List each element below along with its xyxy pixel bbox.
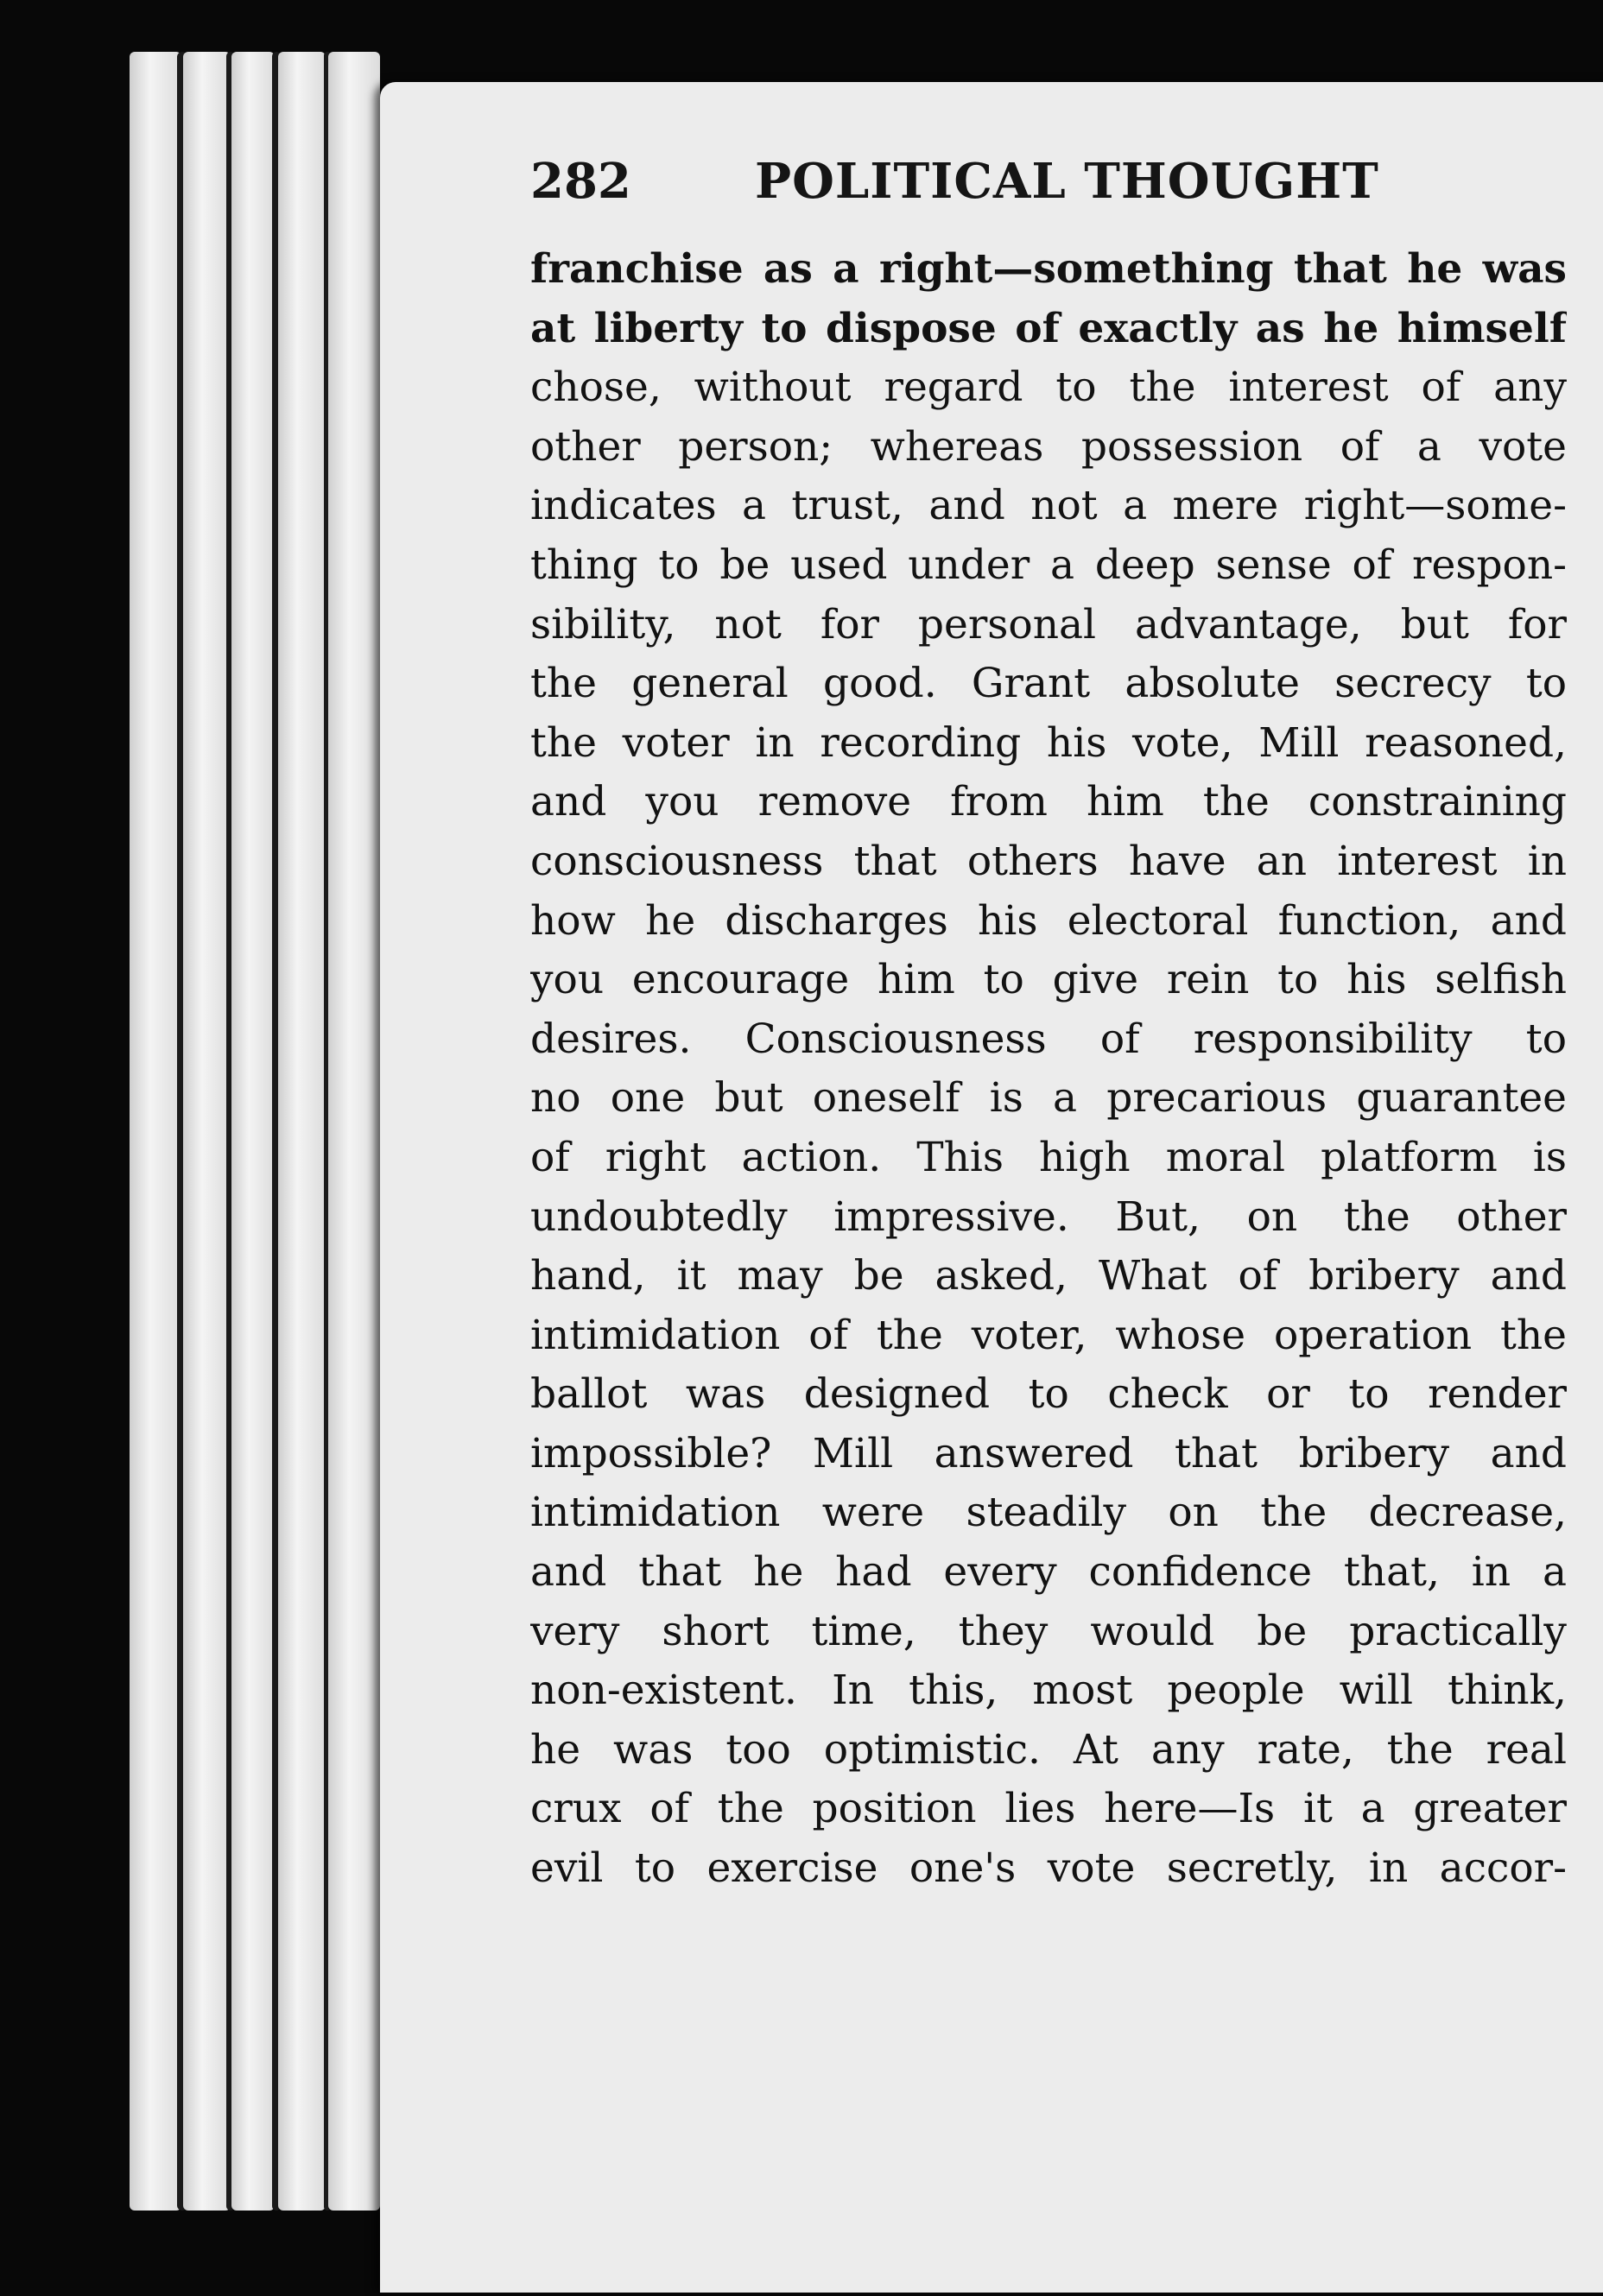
- text-line: no one but oneself is a precarious guarantee: [530, 1074, 1567, 1123]
- page-edge: [328, 52, 380, 2211]
- page-number: 282: [530, 153, 631, 210]
- text-line: other person; whereas possession of a vote: [530, 422, 1567, 471]
- text-line: impossible? Mill answered that bribery and: [530, 1429, 1567, 1477]
- text-line: hand, it may be asked, What of bribery and: [530, 1252, 1567, 1300]
- page-edge: [231, 52, 275, 2211]
- body-text: [530, 240, 1567, 1899]
- text-line: how he discharges his electoral function, and: [530, 896, 1567, 945]
- text-line: intimidation of the voter, whose operation the: [530, 1311, 1567, 1359]
- page-header: [530, 147, 1567, 216]
- text-line: he was too optimistic. At any rate, the real: [530, 1725, 1567, 1774]
- text-line: consciousness that others have an interest in: [530, 837, 1567, 885]
- page-edges: [130, 52, 389, 2211]
- text-line: intimidation were steadily on the decrease,: [530, 1489, 1567, 1537]
- text-line: undoubtedly impressive. But, on the other: [530, 1192, 1567, 1241]
- text-line: you encourage him to give rein to his selfish: [530, 956, 1567, 1004]
- text-line: evil to exercise one's vote secretly, in accor-: [530, 1844, 1567, 1893]
- text-line: and that he had every confidence that, in a: [530, 1548, 1567, 1597]
- page-edge: [130, 52, 181, 2211]
- text-line: indicates a trust, and not a mere right—some-: [530, 482, 1567, 530]
- text-line: desires. Consciousness of responsibility to: [530, 1015, 1567, 1063]
- text-line: chose, without regard to the interest of any: [530, 364, 1567, 412]
- page-edge: [183, 52, 231, 2211]
- page-edge: [278, 52, 326, 2211]
- text-line: the voter in recording his vote, Mill reasoned,: [530, 718, 1567, 767]
- text-line: at liberty to dispose of exactly as he himself: [530, 304, 1567, 352]
- text-line: the general good. Grant absolute secrecy to: [530, 660, 1567, 708]
- text-line: ballot was designed to check or to render: [530, 1370, 1567, 1419]
- text-line: thing to be used under a deep sense of respon-: [530, 541, 1567, 589]
- text-line: of right action. This high moral platform is: [530, 1133, 1567, 1181]
- text-line: franchise as a right—something that he was: [530, 245, 1567, 293]
- text-line: and you remove from him the constraining: [530, 778, 1567, 826]
- text-line: very short time, they would be practically: [530, 1607, 1567, 1655]
- text-line: sibility, not for personal advantage, but for: [530, 600, 1567, 648]
- text-line: crux of the position lies here—Is it a greater: [530, 1785, 1567, 1833]
- text-line: non-existent. In this, most people will think,: [530, 1667, 1567, 1715]
- running-head: POLITICAL THOUGHT: [755, 153, 1379, 210]
